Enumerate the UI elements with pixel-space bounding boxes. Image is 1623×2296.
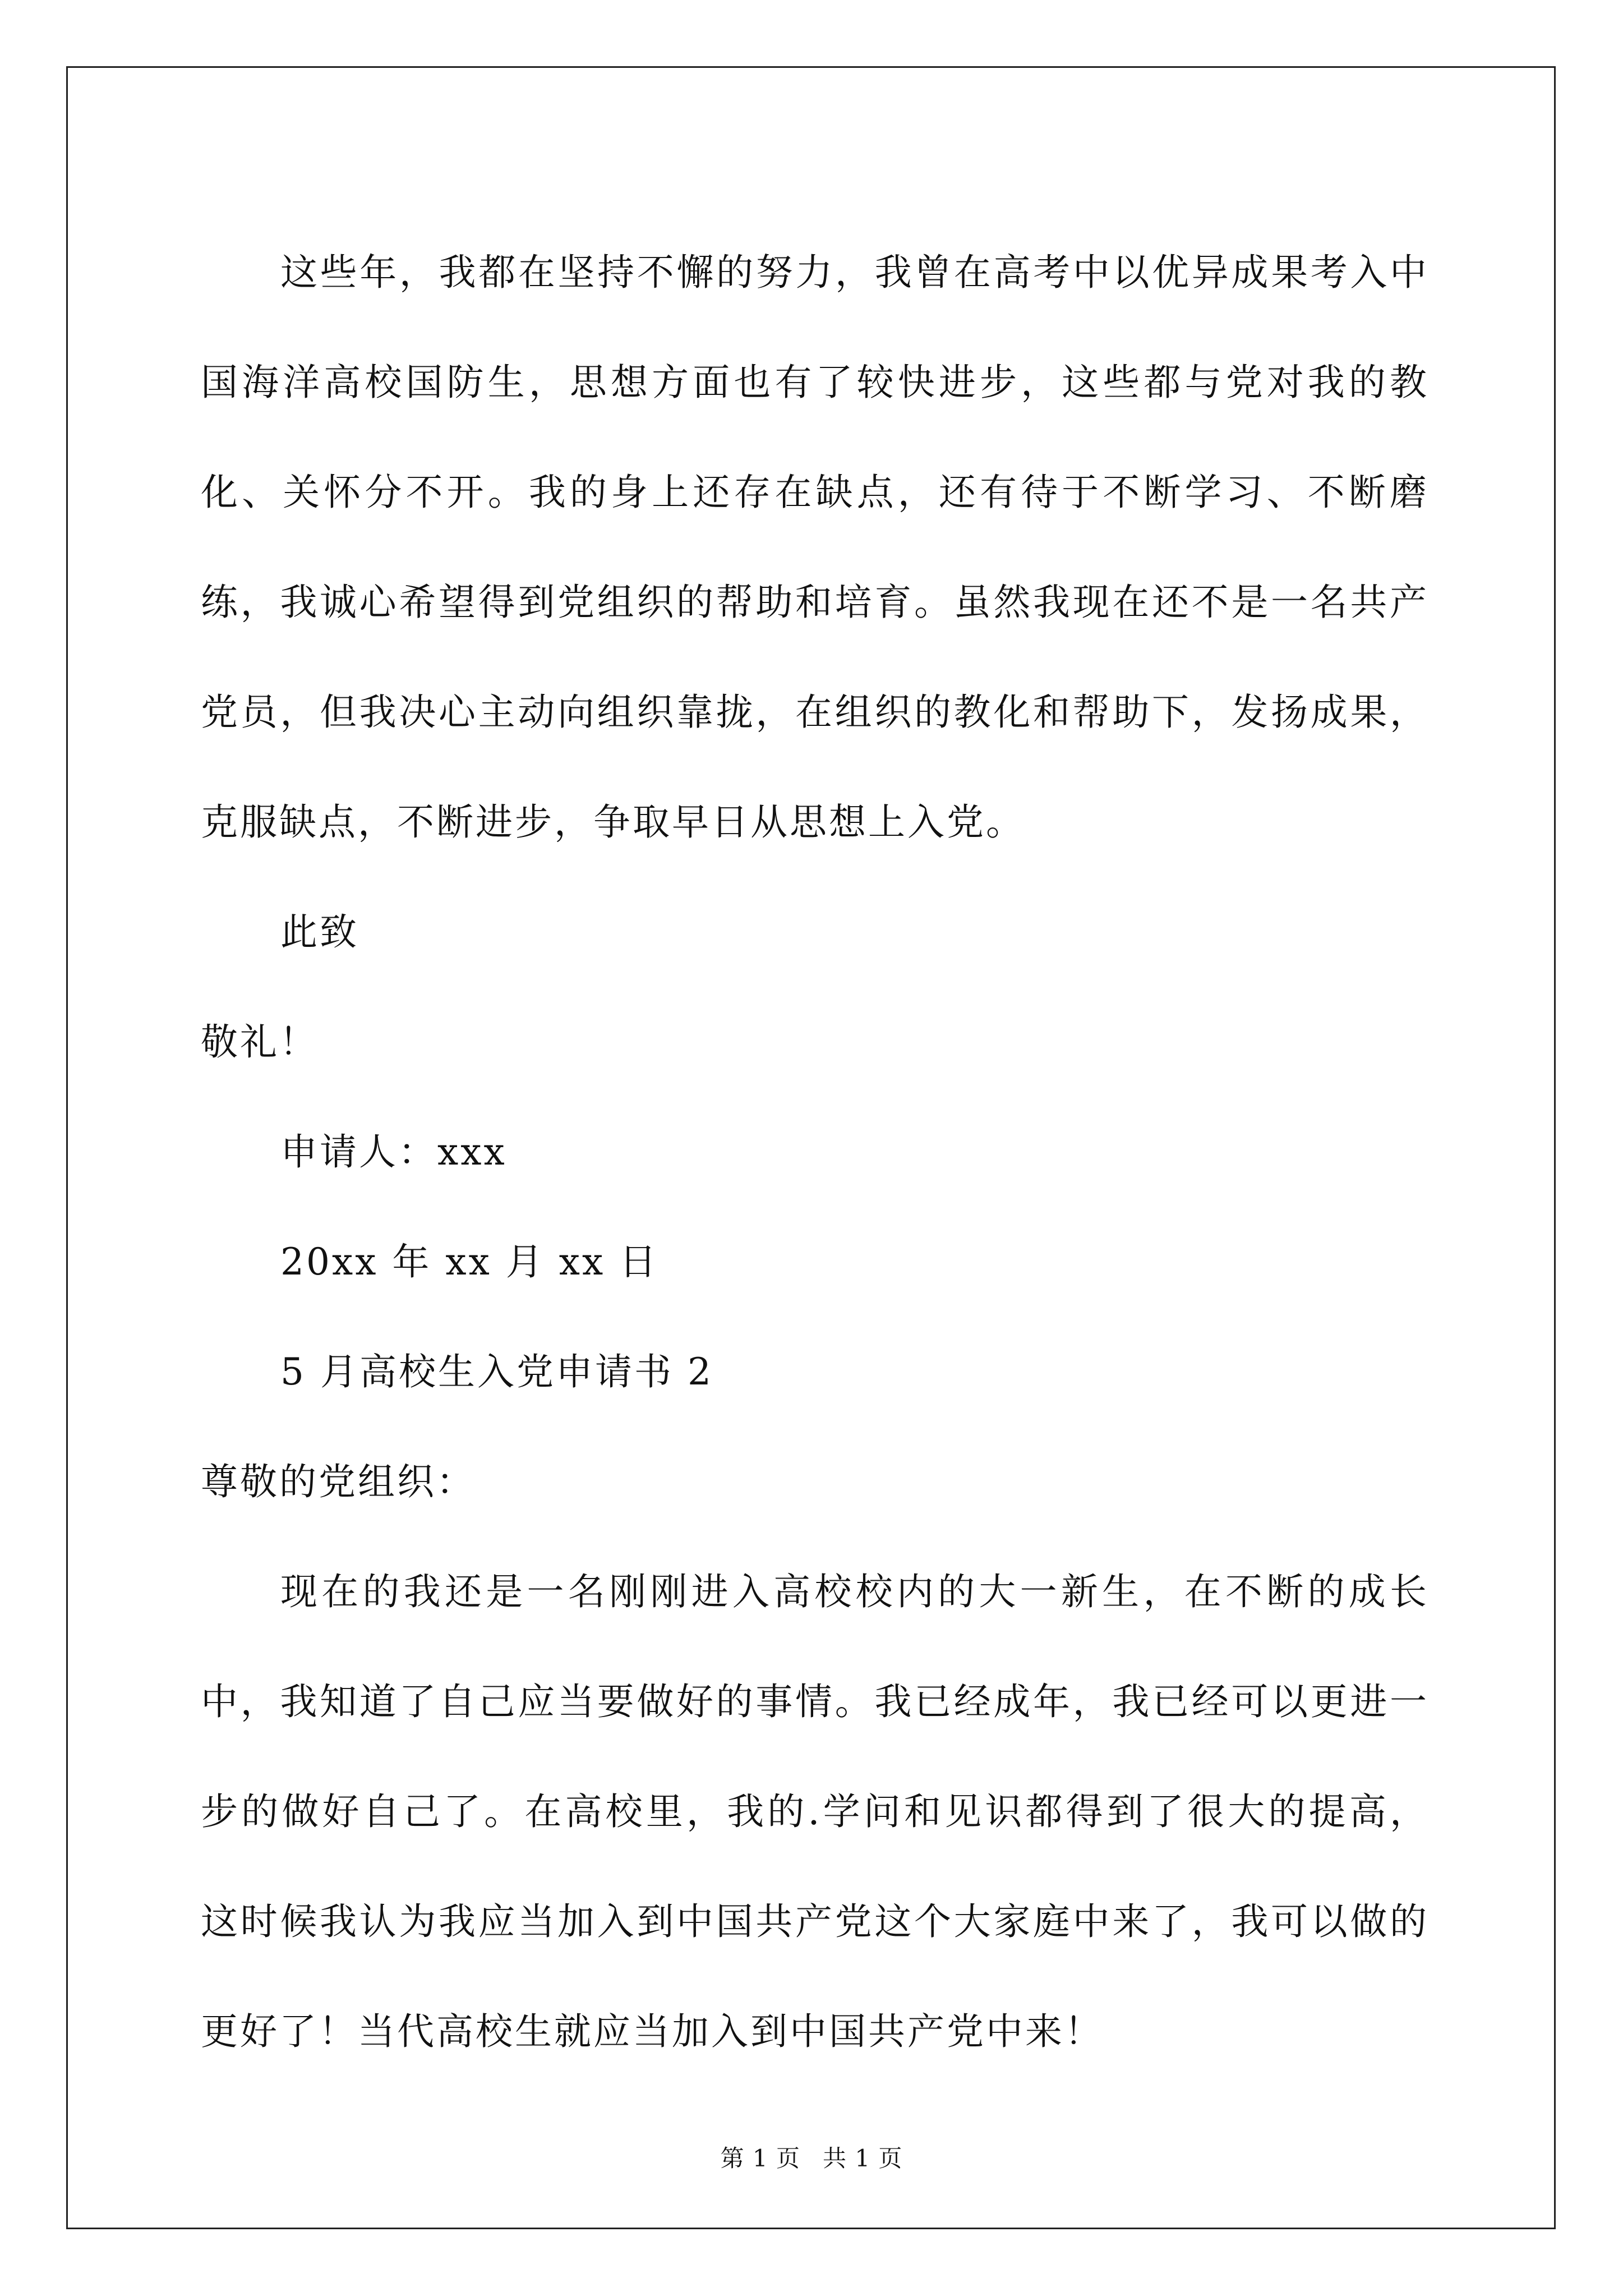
page-total: 共 1 页 <box>823 2145 903 2172</box>
date-line: 20xx 年 xx 月 xx 日 <box>280 1240 659 1283</box>
page-number: 第 1 页 <box>720 2145 800 2172</box>
greeting-line: 尊敬的党组织： <box>201 1460 476 1503</box>
document-body <box>201 218 1429 2087</box>
paragraph-intro: 这些年，我都在坚持不懈的努力，我曾在高考中以优异成果考入中国海洋高校国防生，思想方面也有了较快进步，这些都与党对我的教化、关怀分不开。我的身上还存在缺点，还有待于不断学习、不断磨练，我诚心希望得到党组织的帮助和培育。虽然我现在还不是一名共产党员，但我决心主动向组织靠拢，在组织的教化和帮助下，发扬成果，克服缺点，不断进步，争取早日从思想上入党。 <box>201 251 1429 844</box>
paragraph-body: 现在的我还是一名刚刚进入高校校内的大一新生，在不断的成长中，我知道了自己应当要做好的事情。我已经成年，我已经可以更进一步的做好自己了。在高校里，我的.学问和见识都得到了很大的提高，这时候我认为我应当加入到中国共产党这个大家庭中来了，我可以做的更好了！当代高校生就应当加入到中国共产党中来！ <box>201 1570 1429 2053</box>
section-title: 5 月高校生入党申请书 2 <box>280 1350 713 1393</box>
closing-regards: 敬礼！ <box>201 1020 319 1064</box>
applicant-line: 申请人：xxx <box>280 1130 507 1174</box>
closing-salutation: 此致 <box>280 910 359 954</box>
page-footer <box>0 2142 1623 2175</box>
